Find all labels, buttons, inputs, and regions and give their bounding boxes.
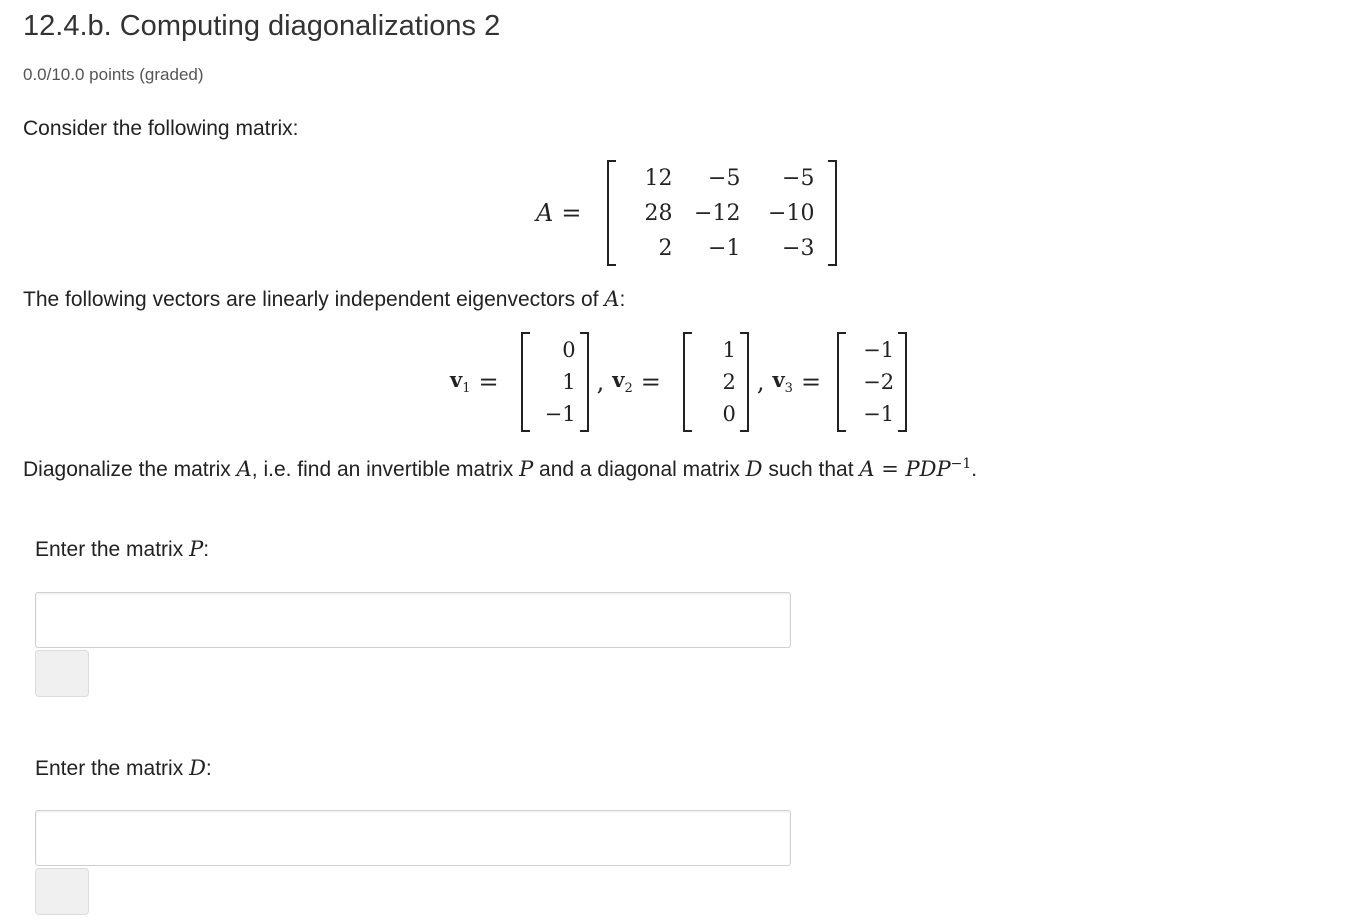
matrix-a-grid xyxy=(616,161,828,266)
comma-1: , xyxy=(596,368,605,396)
matrix-a-cell: −10 xyxy=(768,200,815,226)
diagonalize-instruction: Diagonalize the matrix A, i.e. find an invertible matrix P and a diagonal matrix D such that $A = PDP^{-1}$. xyxy=(23,456,978,481)
matrix-d-preview-button[interactable] xyxy=(35,868,89,915)
right-bracket xyxy=(828,160,837,266)
matrix-a-cell: −12 xyxy=(694,200,741,226)
v3-vector xyxy=(846,334,898,430)
intro-text: Consider the following matrix: xyxy=(23,117,299,140)
enter-matrix-d-label: Enter the matrix D: xyxy=(35,756,212,780)
problem-title: 12.4.b. Computing diagonalizations 2 xyxy=(23,10,501,42)
vector-entry: 2 xyxy=(722,370,736,394)
matrix-a-cell: −5 xyxy=(708,165,741,191)
vector-entry: 1 xyxy=(722,338,736,362)
eigenvector-text: The following vectors are linearly independent eigenvectors of A: xyxy=(23,287,626,311)
matrix-a-cell: 12 xyxy=(644,165,673,191)
vector-entry: 0 xyxy=(722,402,736,426)
matrix-p-input[interactable] xyxy=(35,592,791,648)
vector-entry: −1 xyxy=(544,402,576,426)
matrix-a-cell: −1 xyxy=(708,235,741,261)
left-bracket xyxy=(607,160,616,266)
v1-left-bracket xyxy=(521,332,530,432)
enter-matrix-p-label: Enter the matrix P: xyxy=(35,537,210,561)
v3-left-bracket xyxy=(837,332,846,432)
eigenvectors-display: $v_1$ = 0 1 −1 , $v_2$ = 1 2 0 , $v_3$ = −1 −2 −1 xyxy=(450,332,907,432)
vector-entry: −2 xyxy=(863,370,895,394)
matrix-a-name: A xyxy=(536,199,554,227)
vector-entry: 0 xyxy=(562,338,576,362)
matrix-a-equals: = xyxy=(561,199,582,227)
matrix-a-display xyxy=(536,160,837,266)
v2-label: $v_2$ xyxy=(612,367,633,397)
comma-2: , xyxy=(756,368,765,396)
matrix-a-cell: 28 xyxy=(644,200,673,226)
v3-label: $v_3$ xyxy=(772,367,793,397)
v2-right-bracket xyxy=(740,332,749,432)
v2-left-bracket xyxy=(683,332,692,432)
points-status: 0.0/10.0 points (graded) xyxy=(23,65,204,84)
vector-entry: 1 xyxy=(562,370,576,394)
vector-entry: −1 xyxy=(863,402,895,426)
matrix-p-preview-button[interactable] xyxy=(35,650,89,697)
matrix-a-cell: −5 xyxy=(782,165,815,191)
vector-entry: −1 xyxy=(863,338,895,362)
matrix-d-input[interactable] xyxy=(35,810,791,866)
v2-vector xyxy=(692,334,740,430)
v1-right-bracket xyxy=(580,332,589,432)
matrix-a-cell: −3 xyxy=(782,235,815,261)
v1-vector xyxy=(530,334,580,430)
v1-label: $v_1$ xyxy=(450,367,471,397)
v3-right-bracket xyxy=(898,332,907,432)
matrix-a-cell: 2 xyxy=(658,235,673,261)
